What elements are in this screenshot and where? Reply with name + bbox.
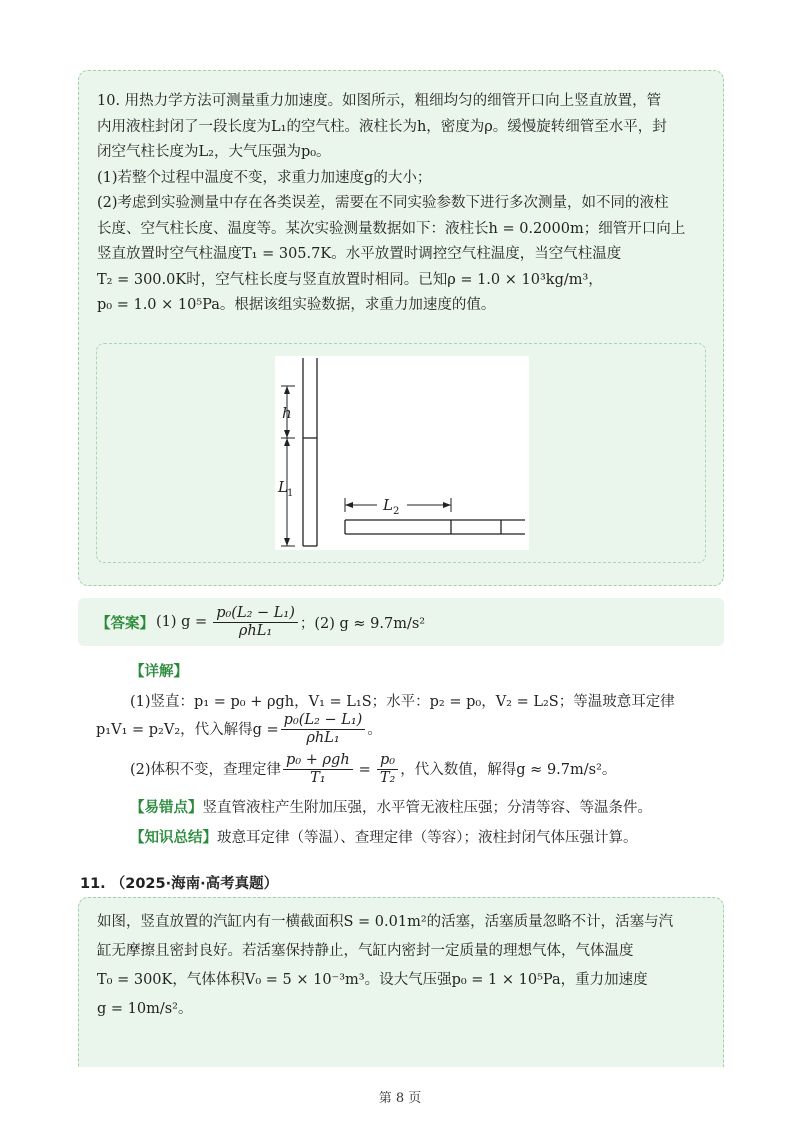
summary-tag: 【知识总结】 bbox=[130, 829, 217, 846]
summary-text: 玻意耳定律（等温）、查理定律（等容）；液柱封闭气体压强计算。 bbox=[217, 830, 638, 846]
charles-right-num: p₀ bbox=[377, 752, 398, 770]
q10-line: 10. 用热力学方法可测量重力加速度。如图所示，粗细均匀的细管开口向上竖直放置，管 bbox=[97, 93, 662, 109]
q11-line: g = 10m/s²。 bbox=[97, 1001, 193, 1017]
q10-line: 长度、空气柱长度、温度等。某次实验测量数据如下：液柱长h = 0.2000m；细管开口向上 bbox=[97, 220, 686, 237]
question-11-box bbox=[78, 897, 724, 1067]
tube-diagram bbox=[275, 356, 529, 550]
mistake-row bbox=[130, 796, 730, 820]
answer-bar bbox=[78, 598, 724, 646]
mistake-text: 竖直管液柱产生附加压强，水平管无液柱压强；分清等容、等温条件。 bbox=[202, 800, 652, 816]
label-L1: L bbox=[278, 478, 288, 496]
q11-line: 缸无摩擦且密封良好。若活塞保持静止，气缸内密封一定质量的理想气体，气体温度 bbox=[97, 943, 634, 959]
detail-fraction-den: ρhL₁ bbox=[306, 730, 340, 746]
question-10-box bbox=[78, 70, 724, 586]
tube-diagram-svg bbox=[275, 356, 529, 550]
detail-fraction bbox=[281, 712, 366, 747]
q10-line: p₀ = 1.0 × 10⁵Pa。根据该组实验数据，求重力加速度的值。 bbox=[97, 297, 496, 313]
detail-heading-row bbox=[118, 660, 718, 684]
page-number: 第 8 页 bbox=[378, 1091, 422, 1106]
detail-heading: 【详解】 bbox=[130, 663, 188, 680]
detail-line-2-prefix: p₁V₁ = p₂V₂，代入解得g = bbox=[96, 721, 279, 738]
label-L1-sub: 1 bbox=[287, 488, 294, 499]
detail-line-2-suffix: 。 bbox=[367, 721, 382, 738]
detail-line-1: (1)竖直：p₁ = p₀ + ρgh，V₁ = L₁S；水平：p₂ = p₀，V₂ = L₂S；等温玻意耳定律 bbox=[130, 694, 675, 710]
mistake-tag: 【易错点】 bbox=[130, 799, 203, 816]
q10-line: 内用液柱封闭了一段长度为L₁的空气柱。液柱长为h，密度为ρ。缓慢旋转细管至水平，封 bbox=[97, 118, 667, 135]
q10-line: (2)考虑到实验测量中存在各类误差，需要在不同实验参数下进行多次测量，如不同的液柱 bbox=[97, 195, 669, 211]
label-L2: L bbox=[383, 496, 393, 514]
question-10-text bbox=[97, 89, 709, 319]
charles-left-den: T₁ bbox=[310, 770, 326, 786]
q11-line: 如图，竖直放置的汽缸内有一横截面积S = 0.01m²的活塞，活塞质量忽略不计，活塞与汽 bbox=[97, 914, 674, 930]
q10-line: 闭空气柱长度为L₂，大气压强为p₀。 bbox=[97, 144, 331, 160]
q10-line: (1)若整个过程中温度不变，求重力加速度g的大小； bbox=[97, 169, 432, 186]
q10-line: T₂ = 300.0K时，空气柱长度与竖直放置时相同。已知ρ = 1.0 × 10³kg/m³， bbox=[97, 271, 603, 288]
q10-line: 竖直放置时空气柱温度T₁ = 305.7K。水平放置时调控空气柱温度，当空气柱温度 bbox=[97, 246, 622, 262]
detail-line-3-suffix: ，代入数值，解得g ≈ 9.7m/s²。 bbox=[400, 761, 617, 778]
charles-right-den: T₂ bbox=[379, 770, 396, 786]
question-11-heading: 11. （2025·海南·高考真题） bbox=[80, 876, 279, 892]
charles-equals: = bbox=[358, 761, 371, 778]
charles-left-num: p₀ + ρgh bbox=[283, 752, 353, 770]
answer-fraction-num: p₀(L₂ − L₁) bbox=[213, 605, 298, 623]
answer-part1-prefix: (1) g = bbox=[156, 614, 208, 630]
detail-line-2 bbox=[96, 712, 716, 747]
answer-part2: ；(2) g ≈ 9.7m/s² bbox=[299, 615, 426, 632]
summary-row bbox=[130, 826, 730, 850]
q11-line: T₀ = 300K，气体体积V₀ = 5 × 10⁻³m³。设大气压强p₀ = 1 × 10⁵Pa，重力加速度 bbox=[97, 972, 648, 988]
question-11-text bbox=[97, 908, 709, 1024]
figure-frame bbox=[96, 343, 706, 563]
label-h: h bbox=[282, 404, 292, 422]
answer-fraction bbox=[213, 605, 298, 640]
detail-line-3 bbox=[130, 752, 720, 787]
detail-fraction-num: p₀(L₂ − L₁) bbox=[281, 712, 366, 730]
charles-fraction-right bbox=[377, 752, 398, 787]
charles-fraction-left bbox=[283, 752, 353, 787]
label-L2-sub: 2 bbox=[393, 506, 400, 517]
answer-fraction-den: ρhL₁ bbox=[238, 622, 273, 639]
detail-line-3-prefix: (2)体积不变，查理定律 bbox=[130, 761, 282, 778]
answer-tag: 【答案】 bbox=[96, 614, 154, 632]
